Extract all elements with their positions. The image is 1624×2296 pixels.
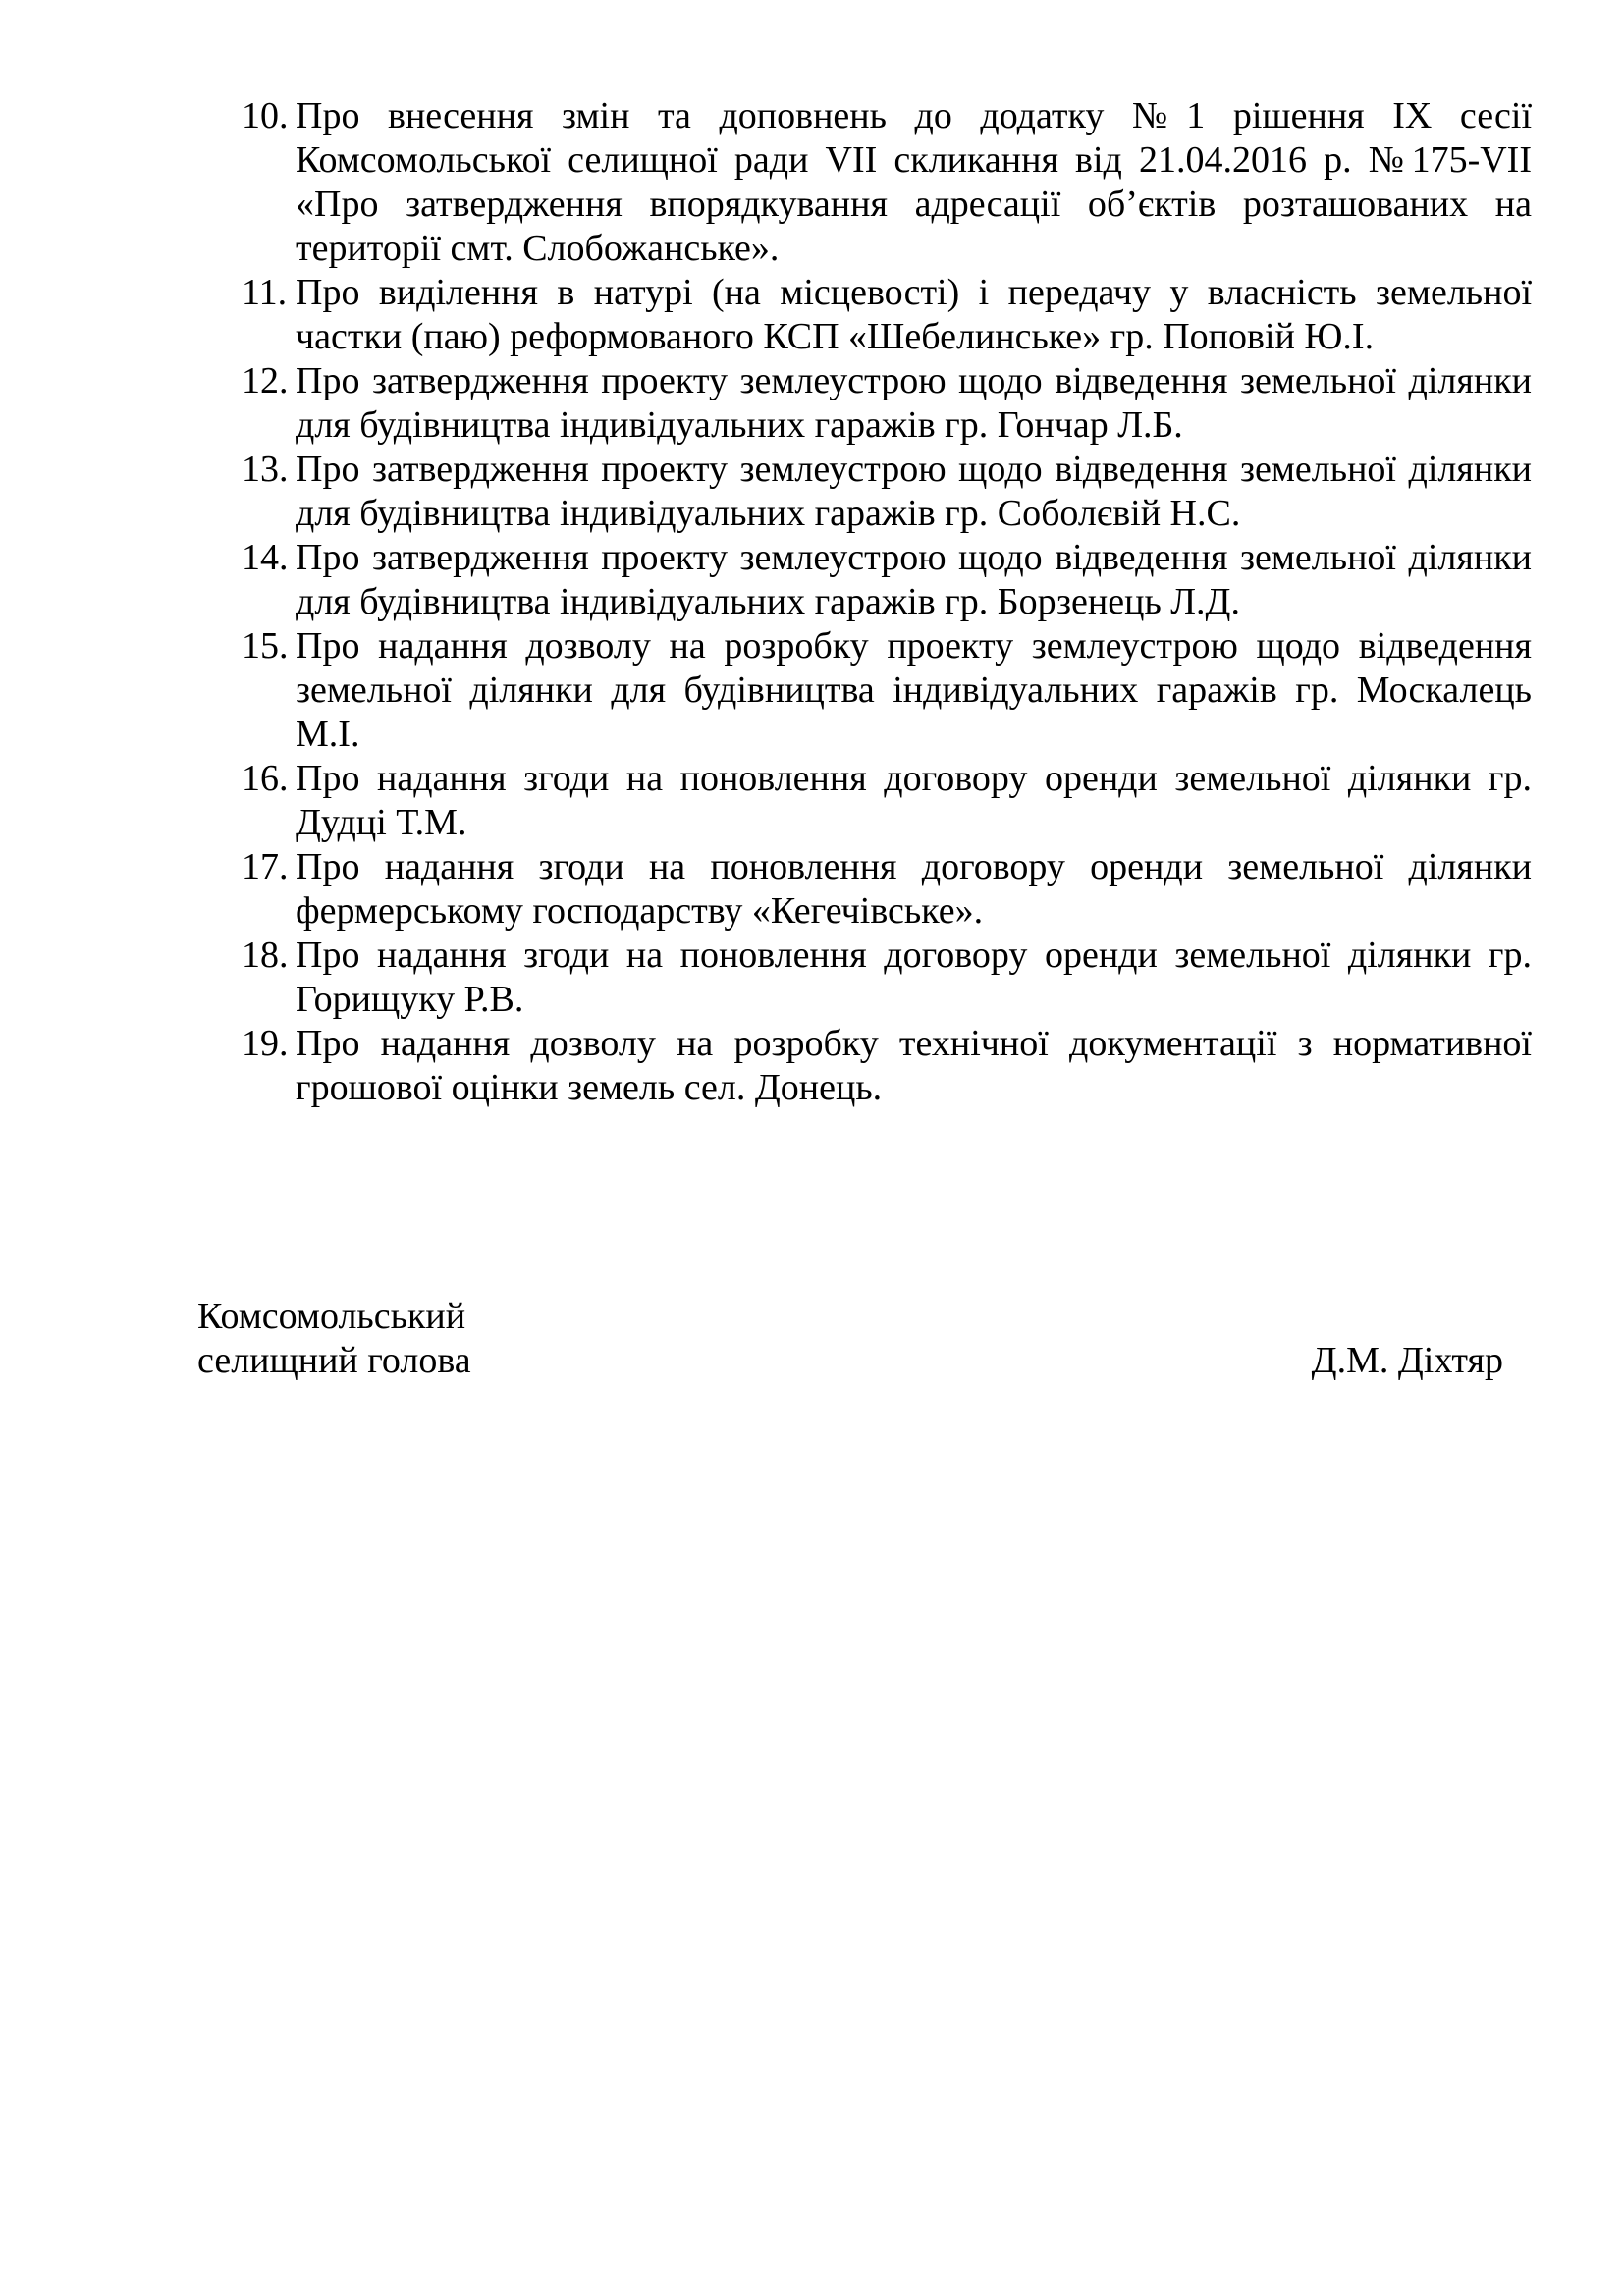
agenda-item-number: 11. [242, 272, 288, 313]
agenda-item-18 [242, 934, 1532, 1022]
agenda-item-text: Про затвердження проекту землеустрою щодо відведення земельної ділянки для будівництва індивідуальних гаражів гр. Соболєвій Н.С. [296, 449, 1532, 534]
agenda-item-11 [242, 271, 1532, 359]
agenda-item-number: 18. [242, 934, 289, 976]
agenda-item-text: Про надання згоди на поновлення договору оренди земельної ділянки гр. Горищуку Р.В. [296, 934, 1532, 1020]
agenda-item-number: 15. [242, 625, 289, 667]
signatory-title-line2: селищний голова [197, 1340, 471, 1381]
agenda-item-number: 14. [242, 537, 289, 578]
agenda-item-13 [242, 448, 1532, 536]
agenda-item-15 [242, 624, 1532, 757]
agenda-item-text: Про надання згоди на поновлення договору оренди земельної ділянки гр. Дудці Т.М. [296, 758, 1532, 843]
signature-block [197, 1295, 1503, 1383]
agenda-item-text: Про надання дозволу на розробку технічної документації з нормативної грошової оцінки земель сел. Донець. [296, 1023, 1532, 1108]
agenda-item-12 [242, 359, 1532, 448]
agenda-item-text: Про надання дозволу на розробку проекту землеустрою щодо відведення земельної ділянки для будівництва індивідуальних гаражів гр. Москалець М.І. [296, 625, 1532, 755]
agenda-item-17 [242, 845, 1532, 934]
agenda-item-number: 12. [242, 360, 289, 401]
agenda-item-number: 17. [242, 846, 289, 887]
agenda-item-text: Про виділення в натурі (на місцевості) і передачу у власність земельної частки (паю) реформованого КСП «Шебелинське» гр. Поповій Ю.І. [296, 272, 1532, 357]
agenda-item-16 [242, 757, 1532, 845]
agenda-item-19 [242, 1022, 1532, 1110]
agenda-item-10 [242, 94, 1532, 271]
agenda-item-text: Про затвердження проекту землеустрою щодо відведення земельної ділянки для будівництва індивідуальних гаражів гр. Борзенець Л.Д. [296, 537, 1532, 622]
agenda-list [242, 94, 1532, 1110]
agenda-item-text: Про затвердження проекту землеустрою щодо відведення земельної ділянки для будівництва індивідуальних гаражів гр. Гончар Л.Б. [296, 360, 1532, 446]
agenda-item-number: 16. [242, 758, 289, 799]
agenda-item-number: 19. [242, 1023, 289, 1064]
agenda-item-text: Про надання згоди на поновлення договору оренди земельної ділянки фермерському господарству «Кегечівське». [296, 846, 1532, 932]
agenda-item-number: 10. [242, 95, 289, 136]
signatory-title-line1: Комсомольський [197, 1296, 466, 1337]
agenda-item-text: Про внесення змін та доповнень до додатку №1 рішення IX сесії Комсомольської селищної ради VII скликання від 21.04.2016 р. №175-VII «Про затвердження впорядкування адресації об’єктів розташованих на території смт. Слобожанське». [296, 95, 1532, 269]
signatory-name: Д.М. Діхтяр [1311, 1340, 1503, 1381]
agenda-item-number: 13. [242, 449, 289, 490]
agenda-item-14 [242, 536, 1532, 624]
signatory-title [197, 1295, 471, 1383]
